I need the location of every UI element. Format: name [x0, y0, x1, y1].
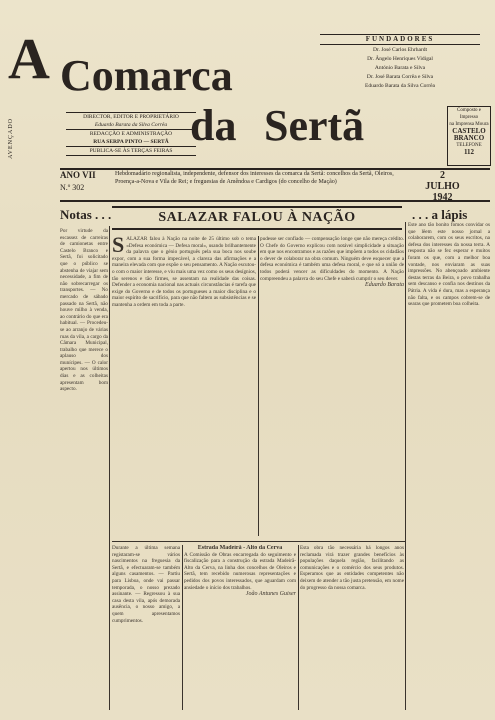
article-text-1: ALAZAR falou à Nação na noite de 25 último sob o tema «Defesa económica — Defesa moral», usando brilhantemente da palavra que o génio português pela sua boca nos soube expor, com a sua forma impecável, a clareza das afirmações e a maneira elevada com que expõe o seu pensamento. A Nação escutou-o com o maior interesse, e viu mais uma vez como os seus desígnios, tão serenos e tão firmes, se assentam na realidade das coisas. Defender a economia nacional nas actuais circunstâncias é tarefa que exige do Governo e de todos os portugueses a maior disciplina e o maior espírito de sacrifício, para que não faltem as subsistências e se mantenha a ordem em toda a parte. — [112, 236, 256, 308]
masthead-word-serta: Sertã — [264, 101, 365, 150]
founder-1: Dr. José Carlos Ehrhardt — [372, 47, 428, 53]
column-rule — [182, 545, 183, 710]
article-byline: Eduardo Barata — [365, 282, 404, 289]
column-rule — [109, 226, 110, 710]
composition-city-2: BRANCO — [453, 134, 485, 142]
column-rule — [258, 236, 259, 536]
date-day: 2 — [440, 170, 445, 181]
composition-phone: 112 — [463, 148, 475, 156]
a-lapis-column: Este ano tão bonito fomos convidar os que lêem este nosso jornal a colaborarem, com os seus escritos, na defesa dos interesses da nossa terra. A resposta não se fez esperar e muitos foram os que, com a melhor boa vontade, nos enviaram as suas impressões. No abençoado ambiente destas terras da Beira, o povo trabalha sem descanso e confia nos destinos da Pátria. A vida é dura, mas a esperança não falta, e os campos cobrem-se de searas que prometem boa colheita. — [408, 222, 490, 308]
road-article-title: Estrada Madeirã - Alto da Cerva — [197, 545, 283, 551]
founder-5: Eduardo Barata da Silva Corrêa — [365, 83, 435, 89]
composition-phone-label: TELEFONE — [456, 143, 482, 148]
column-rule — [405, 222, 406, 710]
composition-line-2: na Imprensa Moura — [449, 122, 489, 127]
column-rule — [298, 545, 299, 710]
composition-city-1: CASTELO — [452, 127, 486, 135]
issue-date — [400, 170, 485, 203]
section-rule — [112, 541, 405, 542]
volume-label: ANO VII — [60, 170, 96, 180]
date-year: 1942 — [432, 192, 453, 203]
road-article-cont: Esta obra tão necessária há longos anos reclamada virá trazer grandes benefícios às populações daquela região, facilitando as comunicações e o comércio dos seus produtos. Esperamos que as entidades competentes não deixem de atender a tão justa pretensão, em nome do progresso da nossa comarca. — [300, 545, 404, 591]
article-dropcap: S — [112, 236, 125, 257]
date-month: JULHO — [425, 181, 460, 192]
avencado-label: AVENÇADO — [8, 118, 14, 159]
director-name: Eduardo Barata da Silva Corrêa — [94, 122, 168, 128]
director-label: DIRECTOR, EDITOR E PROPRIETÁRIO — [66, 112, 196, 121]
founder-4: Dr. José Barata Corrêa e Silva — [366, 74, 434, 80]
article-column-2 — [260, 236, 404, 541]
publication-days: PUBLICA-SE ÀS TERÇAS FEIRAS — [66, 146, 196, 156]
founders-heading: FUNDADORES — [320, 34, 480, 45]
paper-description: Hebdomadário regionalista, independente, defensor dos interesses da comarca da Sertã: concelhos da Sertã, Oleiros, Proença-a-Nova e Vila de Rei; e freguesias de Amêndoa e Cardigos (do concelho de Mação) — [115, 171, 394, 185]
road-article — [184, 545, 296, 715]
article-column-1 — [112, 236, 256, 541]
composition-line-1: Composto e Impresso — [456, 108, 482, 120]
notas-column: Por virtude da escassez de carreiras de camionetas entre Castelo Branco e Sertã, foi solicitado que o público se abstenha de viajar sem necessidade, a fim de não sobrecarregar os transportes. — No mercado de sábado passado na Sertã, não houve milho à venda, ao contrário do que era habitual. — Procedeu-se ao arranjo de várias ruas da vila, a cargo da Câmara Municipal, trabalho que merece o aplauso dos munícipes. — O calor apertou nos últimos dias e as colheitas apresentam bom aspecto. — [60, 228, 108, 393]
section-notas: Notas . . . — [60, 207, 112, 222]
road-article-byline: João Antunes Guiser — [245, 591, 296, 598]
main-headline: SALAZAR FALOU À NAÇÃO — [112, 206, 402, 230]
founder-3: António Barata e Silva — [374, 65, 426, 71]
article-text-2: pudesse ser confiado — compensação longe que não mereça crédito. O Chefe do Governo explicou com notável simplicidade a situação em que nos encontramos e as razões que impõem a todos os cidadãos o dever de colaborar na obra comum. Ninguém deve esquecer que a defesa económica é também uma defesa moral, e que só a união de todos poderá vencer as dificuldades do momento. A Nação compreendeu a palavra do seu Chefe e saberá cumprir o seu dever. — [260, 236, 404, 282]
road-article-text: A Comissão de Obras encarregada do seguimento e fiscalização para a construção da estrada Madeirã-Alto da Cerva, na linha dos concelhos de Oleiros e Sertã, tem recebido numerosas representações e pedidos dos povos interessados, que aguardam com ansiedade o início dos trabalhos. — [184, 551, 296, 591]
masthead-word-da: da — [190, 101, 237, 150]
address: RUA SERPA PINTO — SERTÃ — [93, 139, 169, 145]
founders-box — [320, 34, 480, 91]
founder-2: Dr. Ângelo Henriques Vidigal — [367, 56, 433, 62]
masthead-word-a: A — [8, 26, 51, 91]
lower-left-column: Durante a última semana registaram-se vários nascimentos na freguesia da Sertã, e efectuaram-se também alguns casamentos. — Partiu para Lisboa, onde vai passar temporada, o nosso prezado assinante. — Regressou à sua casa desta vila, após demorada ausência, o nosso amigo, a quem apresentamos cumprimentos. — [112, 545, 180, 624]
section-a-lapis: . . . a lápis — [412, 207, 468, 222]
composition-box — [447, 106, 491, 166]
redaction-label: REDACÇÃO E ADMINISTRAÇÃO — [66, 129, 196, 138]
issue-number: N.º 302 — [60, 183, 85, 192]
director-box — [66, 112, 196, 156]
masthead-word-comarca: Comarca — [60, 51, 233, 100]
